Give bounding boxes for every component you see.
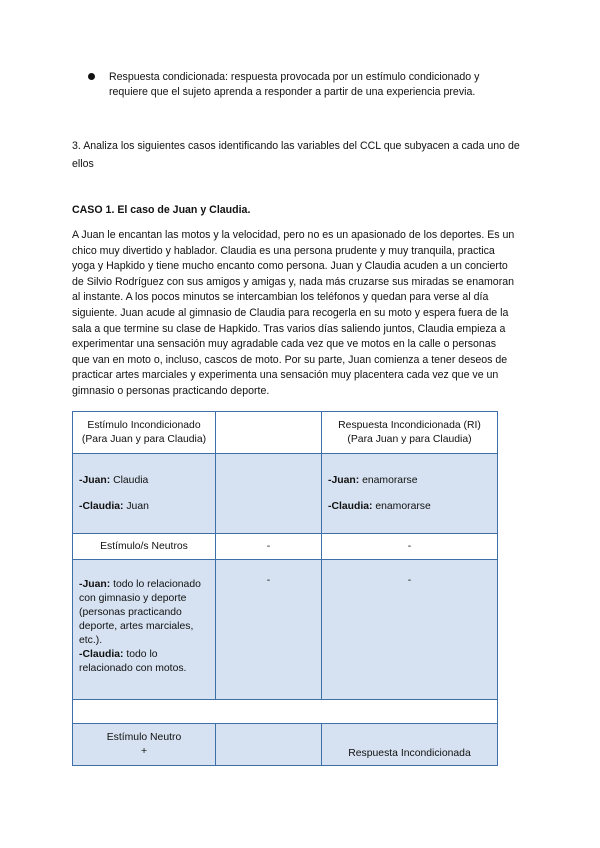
case-line: experimentar una sensación muy agradable cada vez que ve motos en la calle o personas: [72, 338, 497, 351]
header-ei: Estímulo Incondicionado (Para Juan y para Claudia): [73, 412, 216, 454]
case-line: practicar artes marciales y experimenta una sensación muy placentera cada vez que ve un: [72, 369, 499, 382]
case-line: al instante. A los pocos minutos se intercambian los teléfonos y quedan para verse al día: [72, 291, 489, 304]
cell-last-col1: Estímulo Neutro +: [73, 724, 216, 766]
question: [72, 139, 542, 172]
ccl-table: [72, 411, 498, 766]
case-line: que van en moto o, incluso, cascos de moto. Por su parte, Juan comienza a tener deseos de: [72, 353, 508, 366]
table-row-last: [73, 724, 498, 766]
cell-last-col2: [216, 724, 322, 766]
cell-last-col3: Respuesta Incondicionada: [322, 724, 498, 766]
bullet-text: [109, 70, 529, 100]
case-line: de Silvio Rodríguez con sus amigos y amigas y, nada más cruzarse sus miradas se enamoran: [72, 275, 514, 288]
question-line: ellos: [72, 158, 94, 170]
cell-neutral-label: Estímulo/s Neutros: [73, 534, 216, 560]
case-title: CASO 1. El caso de Juan y Claudia.: [72, 204, 251, 216]
cell-ri-values: -Juan: enamorarse -Claudia: enamorarse: [322, 454, 498, 534]
case-line: sala a que termine su clase de Hapkido. Tras varios días saliendo juntos, Claudia empieza a: [72, 322, 506, 335]
bullet-line: Respuesta condicionada: respuesta provocada por un estímulo condicionado y: [109, 71, 480, 83]
question-line: 3. Analiza los siguientes casos identificando las variables del CCL que subyacen a cada uno de: [72, 140, 520, 152]
case-line: yoga y Hapkido y tiene mucho encanto como persona. Juan y Claudia acuden a un concierto: [72, 260, 508, 273]
cell-neutral-col2: -: [216, 534, 322, 560]
case-line: siguiente. Juan acude al gimnasio de Claudia para recogerla en su moto y espera fuera de la: [72, 306, 509, 319]
header-ri: Respuesta Incondicionada (RI) (Para Juan y para Claudia): [322, 412, 498, 454]
case-line: chico muy divertido y hablador. Claudia es una persona prudente y muy tranquila, practica: [72, 244, 495, 257]
cell-ei-values: -Juan: Claudia -Claudia: Juan: [73, 454, 216, 534]
table-header-row: [73, 412, 498, 454]
bullet-dot: [88, 73, 95, 80]
table-row-ei: [73, 454, 498, 534]
table-row-detail: [73, 560, 498, 700]
case-paragraph: [72, 228, 530, 400]
header-empty: [216, 412, 322, 454]
table-row-empty: [73, 700, 498, 724]
cell-empty-span: [73, 700, 498, 724]
cell-detail-col3: -: [322, 560, 498, 700]
table-row-neutral: [73, 534, 498, 560]
bullet-line: requiere que el sujeto aprenda a responder a partir de una experiencia previa.: [109, 86, 476, 98]
cell-ei-empty: [216, 454, 322, 534]
cell-detail-col2: -: [216, 560, 322, 700]
cell-neutral-col3: -: [322, 534, 498, 560]
cell-detail: -Juan: todo lo relacionado con gimnasio y deporte (personas practicando deporte, artes marciales, etc.). -Claudia: todo lo relacionado con motos.: [73, 560, 216, 700]
case-line: gimnasio o personas practicando deporte.: [72, 384, 270, 397]
case-line: A Juan le encantan las motos y la velocidad, pero no es un apasionado de los deportes. Es un: [72, 229, 515, 241]
